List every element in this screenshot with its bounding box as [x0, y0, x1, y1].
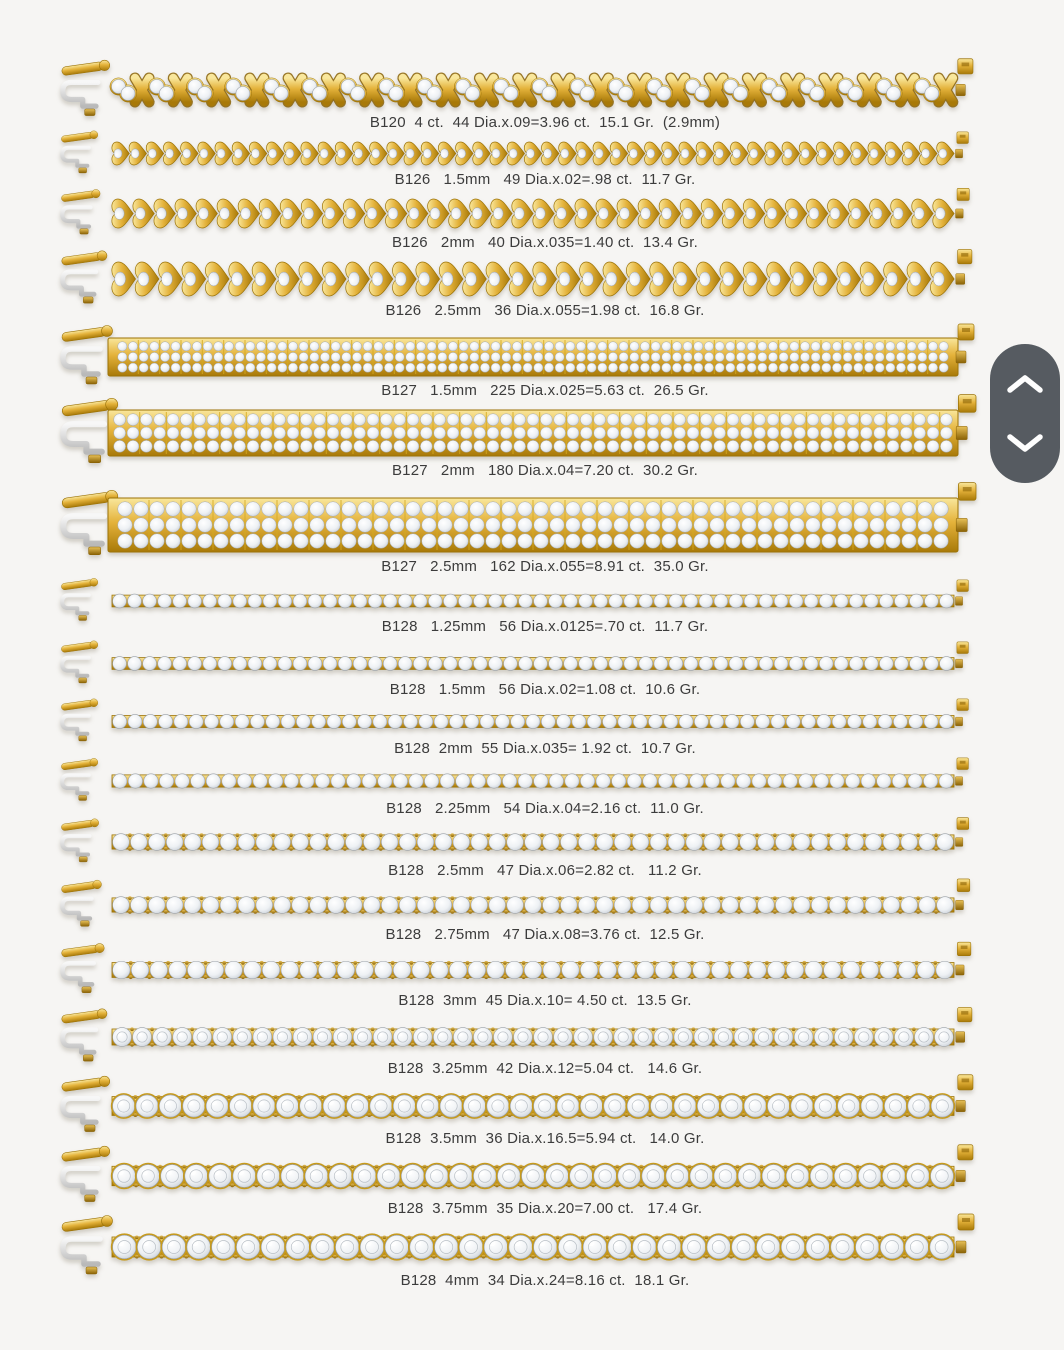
bracelet-caption: B128 1.5mm 56 Dia.x.02=1.08 ct. 10.6 Gr.	[389, 681, 701, 698]
bracelet-row	[0, 1014, 1064, 1078]
scroll-widget	[990, 344, 1060, 483]
bracelet-image-b128-1.25mm[interactable]	[56, 584, 1006, 616]
bracelet-row	[0, 492, 1064, 576]
bracelet-caption: B128 3.75mm 35 Dia.x.20=7.00 ct. 17.4 Gr.	[387, 1200, 703, 1217]
bracelet-row	[0, 703, 1064, 758]
bracelet-image-b128-3.75mm[interactable]	[56, 1152, 1006, 1198]
bracelet-caption: B127 2.5mm 162 Dia.x.055=8.91 ct. 35.0 Gr.	[381, 558, 709, 575]
scroll-down-button[interactable]	[1003, 428, 1047, 458]
bracelet-row	[0, 136, 1064, 189]
bracelet-row	[0, 646, 1064, 699]
bracelet-image-b126-2mm[interactable]	[56, 193, 1006, 232]
bracelet-caption: B128 2.5mm 47 Dia.x.06=2.82 ct. 11.2 Gr.	[388, 862, 702, 879]
bracelet-row	[0, 1222, 1064, 1290]
bracelet-row	[0, 884, 1064, 944]
bracelet-image-b128-3.5mm[interactable]	[56, 1082, 1006, 1128]
bracelet-image-b127-2mm[interactable]	[56, 404, 1006, 460]
bracelet-image-b128-1.5mm[interactable]	[56, 646, 1006, 679]
bracelet-image-b128-3mm[interactable]	[56, 948, 1006, 990]
bracelet-caption: B126 2.5mm 36 Dia.x.055=1.98 ct. 16.8 Gr.	[385, 302, 705, 319]
bracelet-image-b128-3.25mm[interactable]	[56, 1014, 1006, 1058]
bracelet-row	[0, 1082, 1064, 1148]
bracelet-caption: B120 4 ct. 44 Dia.x.09=3.96 ct. 15.1 Gr. (2.9mm)	[369, 114, 721, 131]
bracelet-caption: B127 2mm 180 Dia.x.04=7.20 ct. 30.2 Gr.	[391, 462, 699, 479]
bracelet-row	[0, 66, 1064, 132]
scroll-up-button[interactable]	[1003, 369, 1047, 399]
chevron-up-icon	[1005, 373, 1045, 395]
bracelet-row	[0, 948, 1064, 1010]
bracelet-caption: B126 1.5mm 49 Dia.x.02=.98 ct. 11.7 Gr.	[394, 171, 696, 188]
bracelet-image-b128-2.25mm[interactable]	[56, 762, 1006, 798]
bracelet-row	[0, 822, 1064, 880]
bracelet-image-b127-1.5mm[interactable]	[56, 332, 1006, 380]
bracelet-image-b126-1.5mm[interactable]	[56, 136, 1006, 169]
bracelet-row	[0, 256, 1064, 320]
bracelet-caption: B128 1.25mm 56 Dia.x.0125=.70 ct. 11.7 Gr.	[381, 618, 709, 635]
bracelet-caption: B128 3.25mm 42 Dia.x.12=5.04 ct. 14.6 Gr.	[387, 1060, 703, 1077]
bracelet-image-b128-2.75mm[interactable]	[56, 884, 1006, 924]
bracelet-caption: B128 2.25mm 54 Dia.x.04=2.16 ct. 11.0 Gr.	[386, 800, 704, 817]
bracelet-row	[0, 193, 1064, 252]
bracelet-caption: B128 3mm 45 Dia.x.10= 4.50 ct. 13.5 Gr.	[398, 992, 692, 1009]
bracelet-caption: B128 2mm 55 Dia.x.035= 1.92 ct. 10.7 Gr.	[394, 740, 696, 757]
bracelet-row	[0, 332, 1064, 400]
bracelet-row	[0, 404, 1064, 480]
chevron-down-icon	[1005, 432, 1045, 454]
bracelet-row	[0, 584, 1064, 636]
bracelet-caption: B126 2mm 40 Dia.x.035=1.40 ct. 13.4 Gr.	[391, 234, 699, 251]
bracelet-caption: B128 4mm 34 Dia.x.24=8.16 ct. 18.1 Gr.	[400, 1272, 690, 1289]
bracelet-caption: B127 1.5mm 225 Dia.x.025=5.63 ct. 26.5 Gr.	[381, 382, 709, 399]
bracelet-image-b128-2.5mm[interactable]	[56, 822, 1006, 860]
bracelet-image-b128-2mm[interactable]	[56, 703, 1006, 738]
bracelet-row	[0, 1152, 1064, 1218]
bracelet-caption: B128 3.5mm 36 Dia.x.16.5=5.94 ct. 14.0 Gr.	[385, 1130, 705, 1147]
bracelet-caption: B128 2.75mm 47 Dia.x.08=3.76 ct. 12.5 Gr.	[385, 926, 705, 943]
bracelet-image-b126-2.5mm[interactable]	[56, 256, 1006, 300]
bracelet-image-b128-4mm[interactable]	[56, 1222, 1006, 1270]
bracelet-row	[0, 762, 1064, 818]
bracelet-image-b127-2.5mm[interactable]	[56, 492, 1006, 556]
bracelet-image-b120-4ct.[interactable]	[56, 66, 1006, 112]
